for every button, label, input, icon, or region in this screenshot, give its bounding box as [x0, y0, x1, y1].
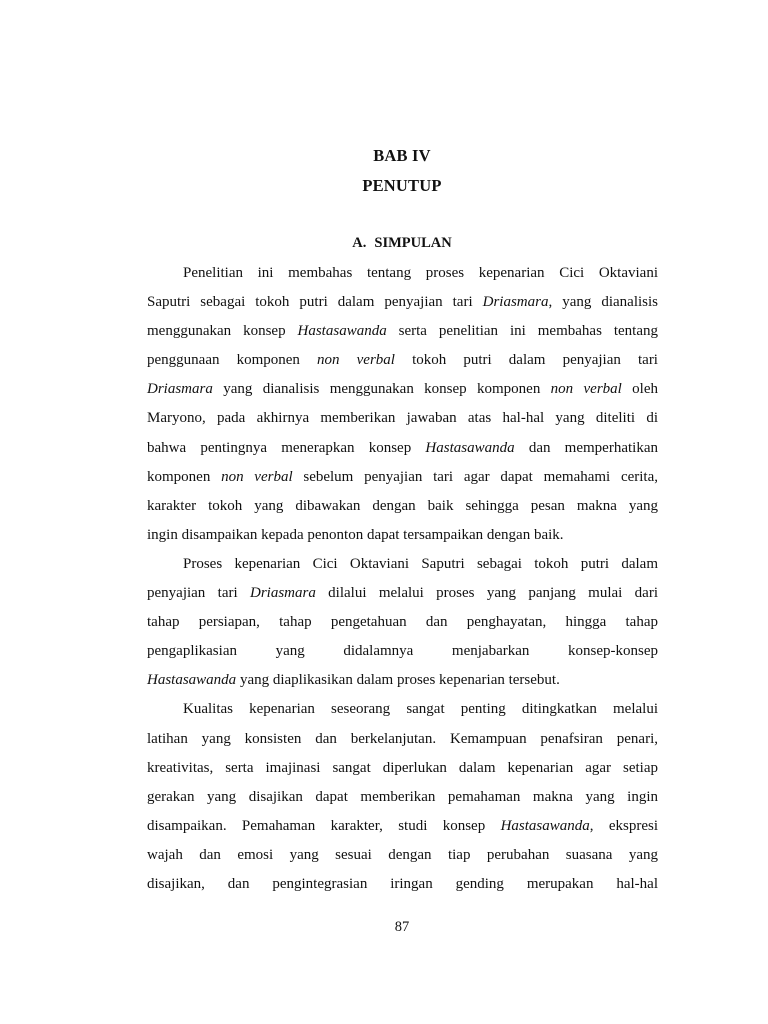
text-run: disampaikan. Pemahaman karakter, studi konsep — [147, 817, 501, 834]
text-line — [147, 812, 658, 841]
text-line — [147, 317, 658, 346]
text-line — [147, 288, 658, 317]
paragraph — [147, 695, 658, 899]
text-run: kreativitas, serta imajinasi sangat diperlukan dalam kepenarian agar setiap — [147, 759, 658, 776]
italic-term: non verbal — [550, 381, 622, 398]
chapter-title: PENUTUP — [362, 176, 442, 195]
text-run: tokoh putri dalam penyajian tari — [394, 352, 658, 369]
paragraph — [147, 259, 658, 550]
text-run: yang diaplikasikan dalam proses kepenarian tersebut. — [236, 672, 560, 689]
text-run: ingin disampaikan kepada penonton dapat tersampaikan dengan baik. — [147, 526, 564, 543]
italic-term: Hastasawanda — [147, 672, 237, 689]
section-heading — [0, 235, 768, 252]
text-run: penyajian tari — [147, 585, 250, 602]
text-line — [147, 579, 658, 608]
text-line — [147, 346, 658, 375]
text-line — [147, 404, 658, 433]
text-line — [147, 637, 658, 666]
section-title: SIMPULAN — [374, 235, 452, 251]
text-run: oleh — [621, 381, 659, 398]
text-run: dilalui melalui proses yang panjang mulai dari — [315, 585, 658, 602]
section-number: A. — [352, 235, 367, 251]
text-line — [147, 725, 658, 754]
text-run: Penelitian ini membahas tentang proses kepenarian Cici Oktaviani — [183, 265, 658, 281]
paragraph — [147, 550, 658, 695]
text-line — [147, 841, 658, 870]
text-run: disajikan, dan pengintegrasian iringan gending merupakan hal-hal — [147, 875, 658, 892]
text-run: gerakan yang disajikan dapat memberikan pemahaman makna yang ingin — [147, 788, 658, 805]
italic-term: Hastasawanda — [297, 323, 387, 340]
text-run: bahwa pentingnya menerapkan konsep — [147, 439, 426, 456]
text-line — [147, 608, 658, 637]
text-line — [147, 870, 658, 899]
text-run: Saputri sebagai tokoh putri dalam penyajian tari — [147, 294, 483, 311]
text-run: Maryono, pada akhirnya memberikan jawaban atas hal-hal yang diteliti di — [147, 410, 658, 427]
text-run: menggunakan konsep — [147, 323, 298, 340]
body-text — [147, 259, 658, 899]
text-line — [147, 434, 658, 463]
text-line — [147, 492, 658, 521]
text-line — [147, 375, 658, 404]
text-line — [147, 666, 658, 695]
text-run: tahap persiapan, tahap pengetahuan dan penghayatan, hingga tahap — [147, 614, 658, 631]
text-run: komponen — [147, 468, 222, 485]
page-number: 87 — [394, 919, 410, 935]
text-run: penggunaan komponen — [147, 352, 318, 369]
text-run: yang dianalisis menggunakan konsep komponen — [212, 381, 551, 398]
text-run: , yang dianalisis — [548, 294, 658, 311]
text-run: pengaplikasian yang didalamnya menjabarkan konsep-konsep — [147, 643, 658, 660]
text-run: wajah dan emosi yang sesuai dengan tiap perubahan suasana yang — [147, 846, 658, 863]
text-line — [147, 754, 658, 783]
text-line — [147, 550, 658, 579]
text-line — [147, 521, 658, 550]
text-line — [147, 695, 658, 724]
text-line — [147, 783, 658, 812]
italic-term: Hastasawanda — [425, 439, 515, 456]
text-run: Proses kepenarian Cici Oktaviani Saputri sebagai tokoh putri dalam — [183, 555, 658, 572]
italic-term: Driasmara — [249, 585, 316, 602]
italic-term: Driasmara — [482, 294, 549, 311]
text-run: Kualitas kepenarian seseorang sangat penting ditingkatkan melalui — [183, 701, 658, 718]
text-run: dan memperhatikan — [514, 439, 658, 456]
text-run: serta penelitian ini membahas tentang — [386, 323, 658, 340]
text-line — [147, 259, 658, 288]
chapter-number: BAB IV — [373, 146, 431, 165]
text-run: , ekspresi — [589, 817, 658, 834]
italic-term: non verbal — [221, 468, 293, 485]
italic-term: non verbal — [317, 352, 395, 369]
text-line — [147, 463, 658, 492]
text-run: karakter tokoh yang dibawakan dengan baik sehingga pesan makna yang — [147, 497, 658, 514]
italic-term: Hastasawanda — [500, 817, 590, 834]
text-run: latihan yang konsisten dan berkelanjutan. Kemampuan penafsiran penari, — [147, 730, 658, 747]
text-run: sebelum penyajian tari agar dapat memahami cerita, — [292, 468, 659, 485]
italic-term: Driasmara — [147, 381, 213, 398]
